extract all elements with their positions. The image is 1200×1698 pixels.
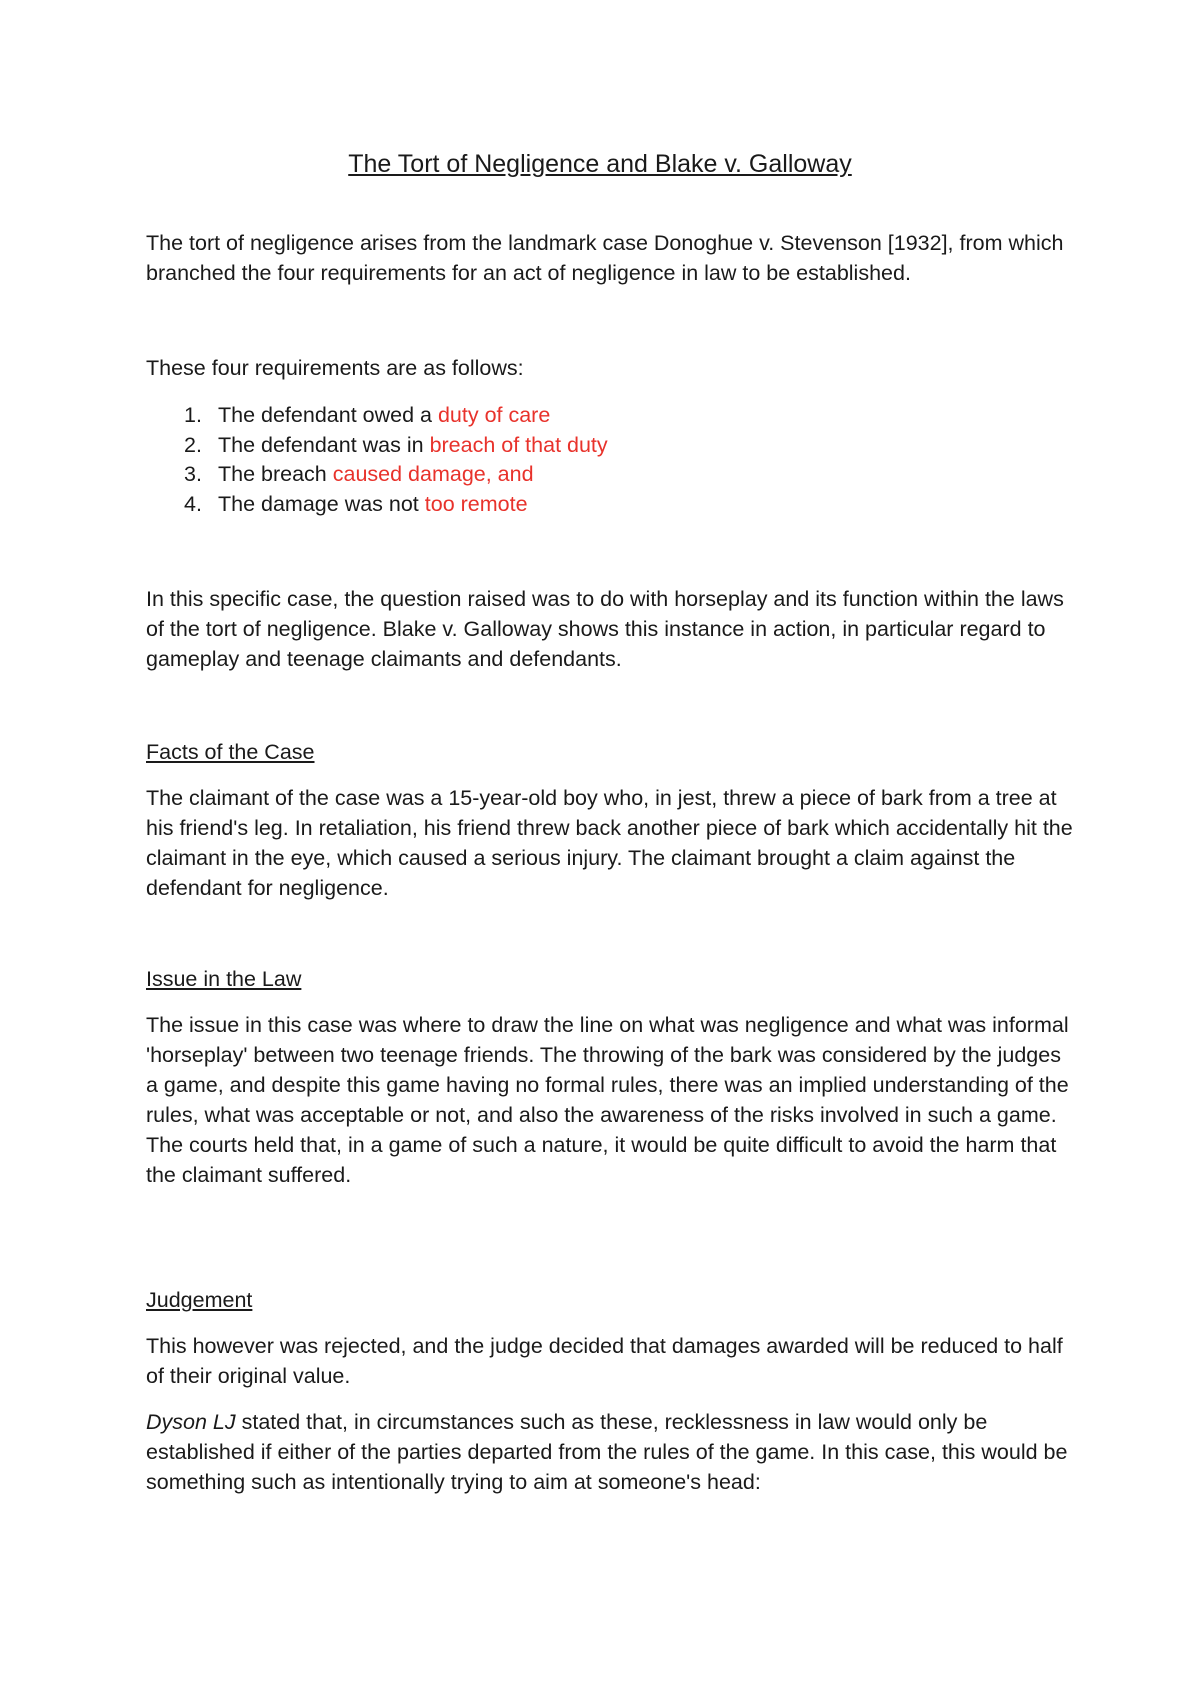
requirement-item	[146, 490, 1046, 520]
requirement-text: The defendant was in	[218, 432, 430, 457]
judge-quote: stated that, in circumstances such as these, recklessness in law would only be established if either of the parties departed from the rules of the game. In this case, this would be something such as intentionally trying to aim at someone's head:	[146, 1410, 1068, 1494]
requirement-number: 1.	[184, 403, 202, 427]
judgement-heading: Judgement	[146, 1288, 253, 1312]
requirement-highlight: too remote	[424, 491, 528, 516]
facts-heading: Facts of the Case	[146, 740, 315, 764]
intro-paragraph: The tort of negligence arises from the landmark case Donoghue v. Stevenson [1932], from which branched the four requirements for an act of negligence in law to be established.	[146, 231, 1064, 285]
requirement-text: The damage was not	[218, 491, 425, 516]
issue-heading: Issue in the Law	[146, 967, 302, 991]
requirement-item	[146, 460, 1046, 490]
requirement-number: 4.	[184, 491, 202, 516]
requirement-highlight: breach of that duty	[429, 432, 608, 457]
requirement-highlight: duty of care	[437, 403, 551, 427]
requirements-intro: These four requirements are as follows:	[146, 356, 524, 380]
requirement-text: The breach	[218, 462, 333, 486]
requirement-item	[146, 401, 1046, 431]
requirement-text: The defendant owed a	[218, 403, 438, 427]
judge-statement	[146, 1407, 1076, 1497]
requirements-list	[146, 401, 1046, 519]
requirement-highlight: caused damage, and	[332, 462, 534, 486]
requirement-number: 2.	[184, 432, 202, 457]
judge-name: Dyson LJ	[146, 1410, 236, 1434]
issue-paragraph: The issue in this case was where to draw the line on what was negligence and what was informal 'horseplay' between two teenage friends. The throwing of the bark was considered by the judges a game, and despite this game having no formal rules, there was an implied understanding of the rules, what was acceptable or not, and also the awareness of the risks involved in such a game. The courts held that, in a game of such a nature, it would be quite difficult to avoid the harm that the claimant suffered.	[146, 1013, 1069, 1187]
facts-paragraph: The claimant of the case was a 15-year-old boy who, in jest, threw a piece of bark from a tree at his friend's leg. In retaliation, his friend threw back another piece of bark which accidentally hit the claimant in the eye, which caused a serious injury. The claimant brought a claim against the defendant for negligence.	[146, 786, 1073, 900]
requirement-item	[146, 431, 1046, 461]
document-title: The Tort of Negligence and Blake v. Galloway	[348, 150, 852, 178]
judgement-paragraph: This however was rejected, and the judge decided that damages awarded will be reduced to half of their original value.	[146, 1334, 1063, 1388]
context-paragraph: In this specific case, the question raised was to do with horseplay and its function within the laws of the tort of negligence. Blake v. Galloway shows this instance in action, in particular regard to gameplay and teenage claimants and defendants.	[146, 587, 1064, 671]
requirement-number: 3.	[184, 462, 202, 486]
